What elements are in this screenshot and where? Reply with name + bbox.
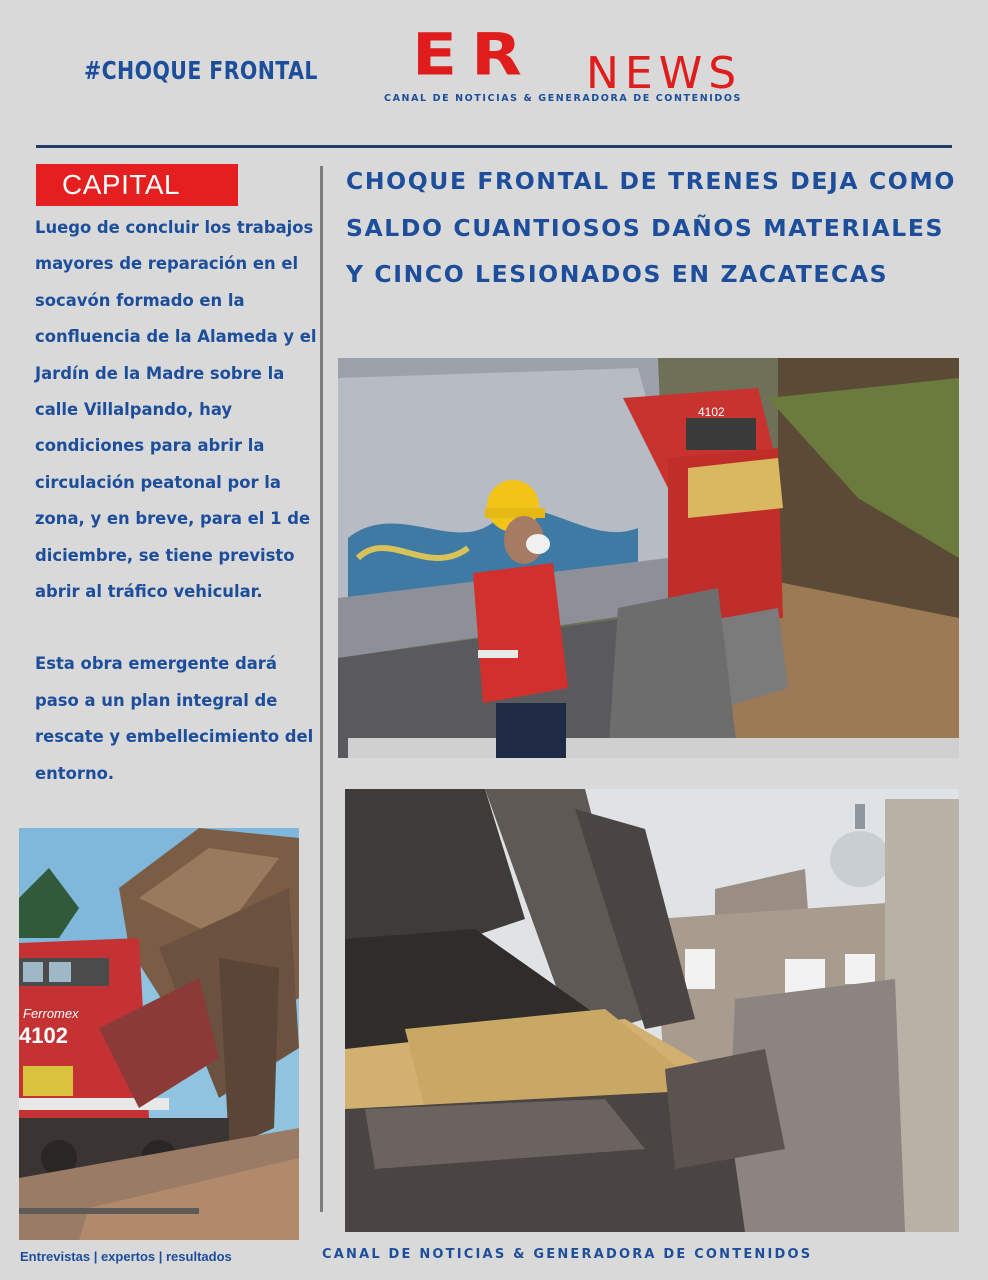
logo-tagline: CANAL DE NOTICIAS & GENERADORA DE CONTENIDOS (384, 93, 742, 104)
photo1-loco-number: 4102 (698, 405, 725, 419)
article-headline: CHOQUE FRONTAL DE TRENES DEJA COMO SALDO CUANTIOSOS DAÑOS MATERIALES Y CINCO LESIONADOS EN ZACATECAS (346, 167, 956, 288)
article-body (35, 210, 320, 792)
logo-er: ER (412, 20, 536, 89)
photo-ferromex-locomotive-wreck[interactable] (19, 828, 299, 1240)
photo-firefighter-train-collision[interactable] (338, 358, 959, 758)
header-divider (36, 145, 952, 148)
article-paragraph-1: Luego de concluir los trabajos mayores de reparación en el socavón formado en la confluencia de la Alameda y el Jardín de la Madre sobre la calle Villalpando, hay condiciones para abrir la circulación peatonal por la zona, y en breve, para el 1 de diciembre, se tiene previsto abrir al tráfico vehicular. (35, 218, 317, 602)
photo2-loco-number: 4102 (19, 1023, 68, 1048)
article-paragraph-2: Esta obra emergente dará paso a un plan integral de rescate y embellecimiento del entorno. (35, 654, 314, 783)
section-tag[interactable]: CAPITAL (36, 164, 238, 206)
footer-tagline: CANAL DE NOTICIAS & GENERADORA DE CONTENIDOS (322, 1247, 813, 1262)
hashtag: #CHOQUE FRONTAL (84, 56, 318, 85)
photo-derailed-hopper-cars[interactable] (345, 789, 959, 1232)
column-divider (320, 166, 323, 1212)
logo-news: NEWS (586, 48, 743, 99)
footer-sections[interactable]: Entrevistas | expertos | resultados (20, 1249, 232, 1264)
photo2-brand: Ferromex (23, 1006, 79, 1021)
